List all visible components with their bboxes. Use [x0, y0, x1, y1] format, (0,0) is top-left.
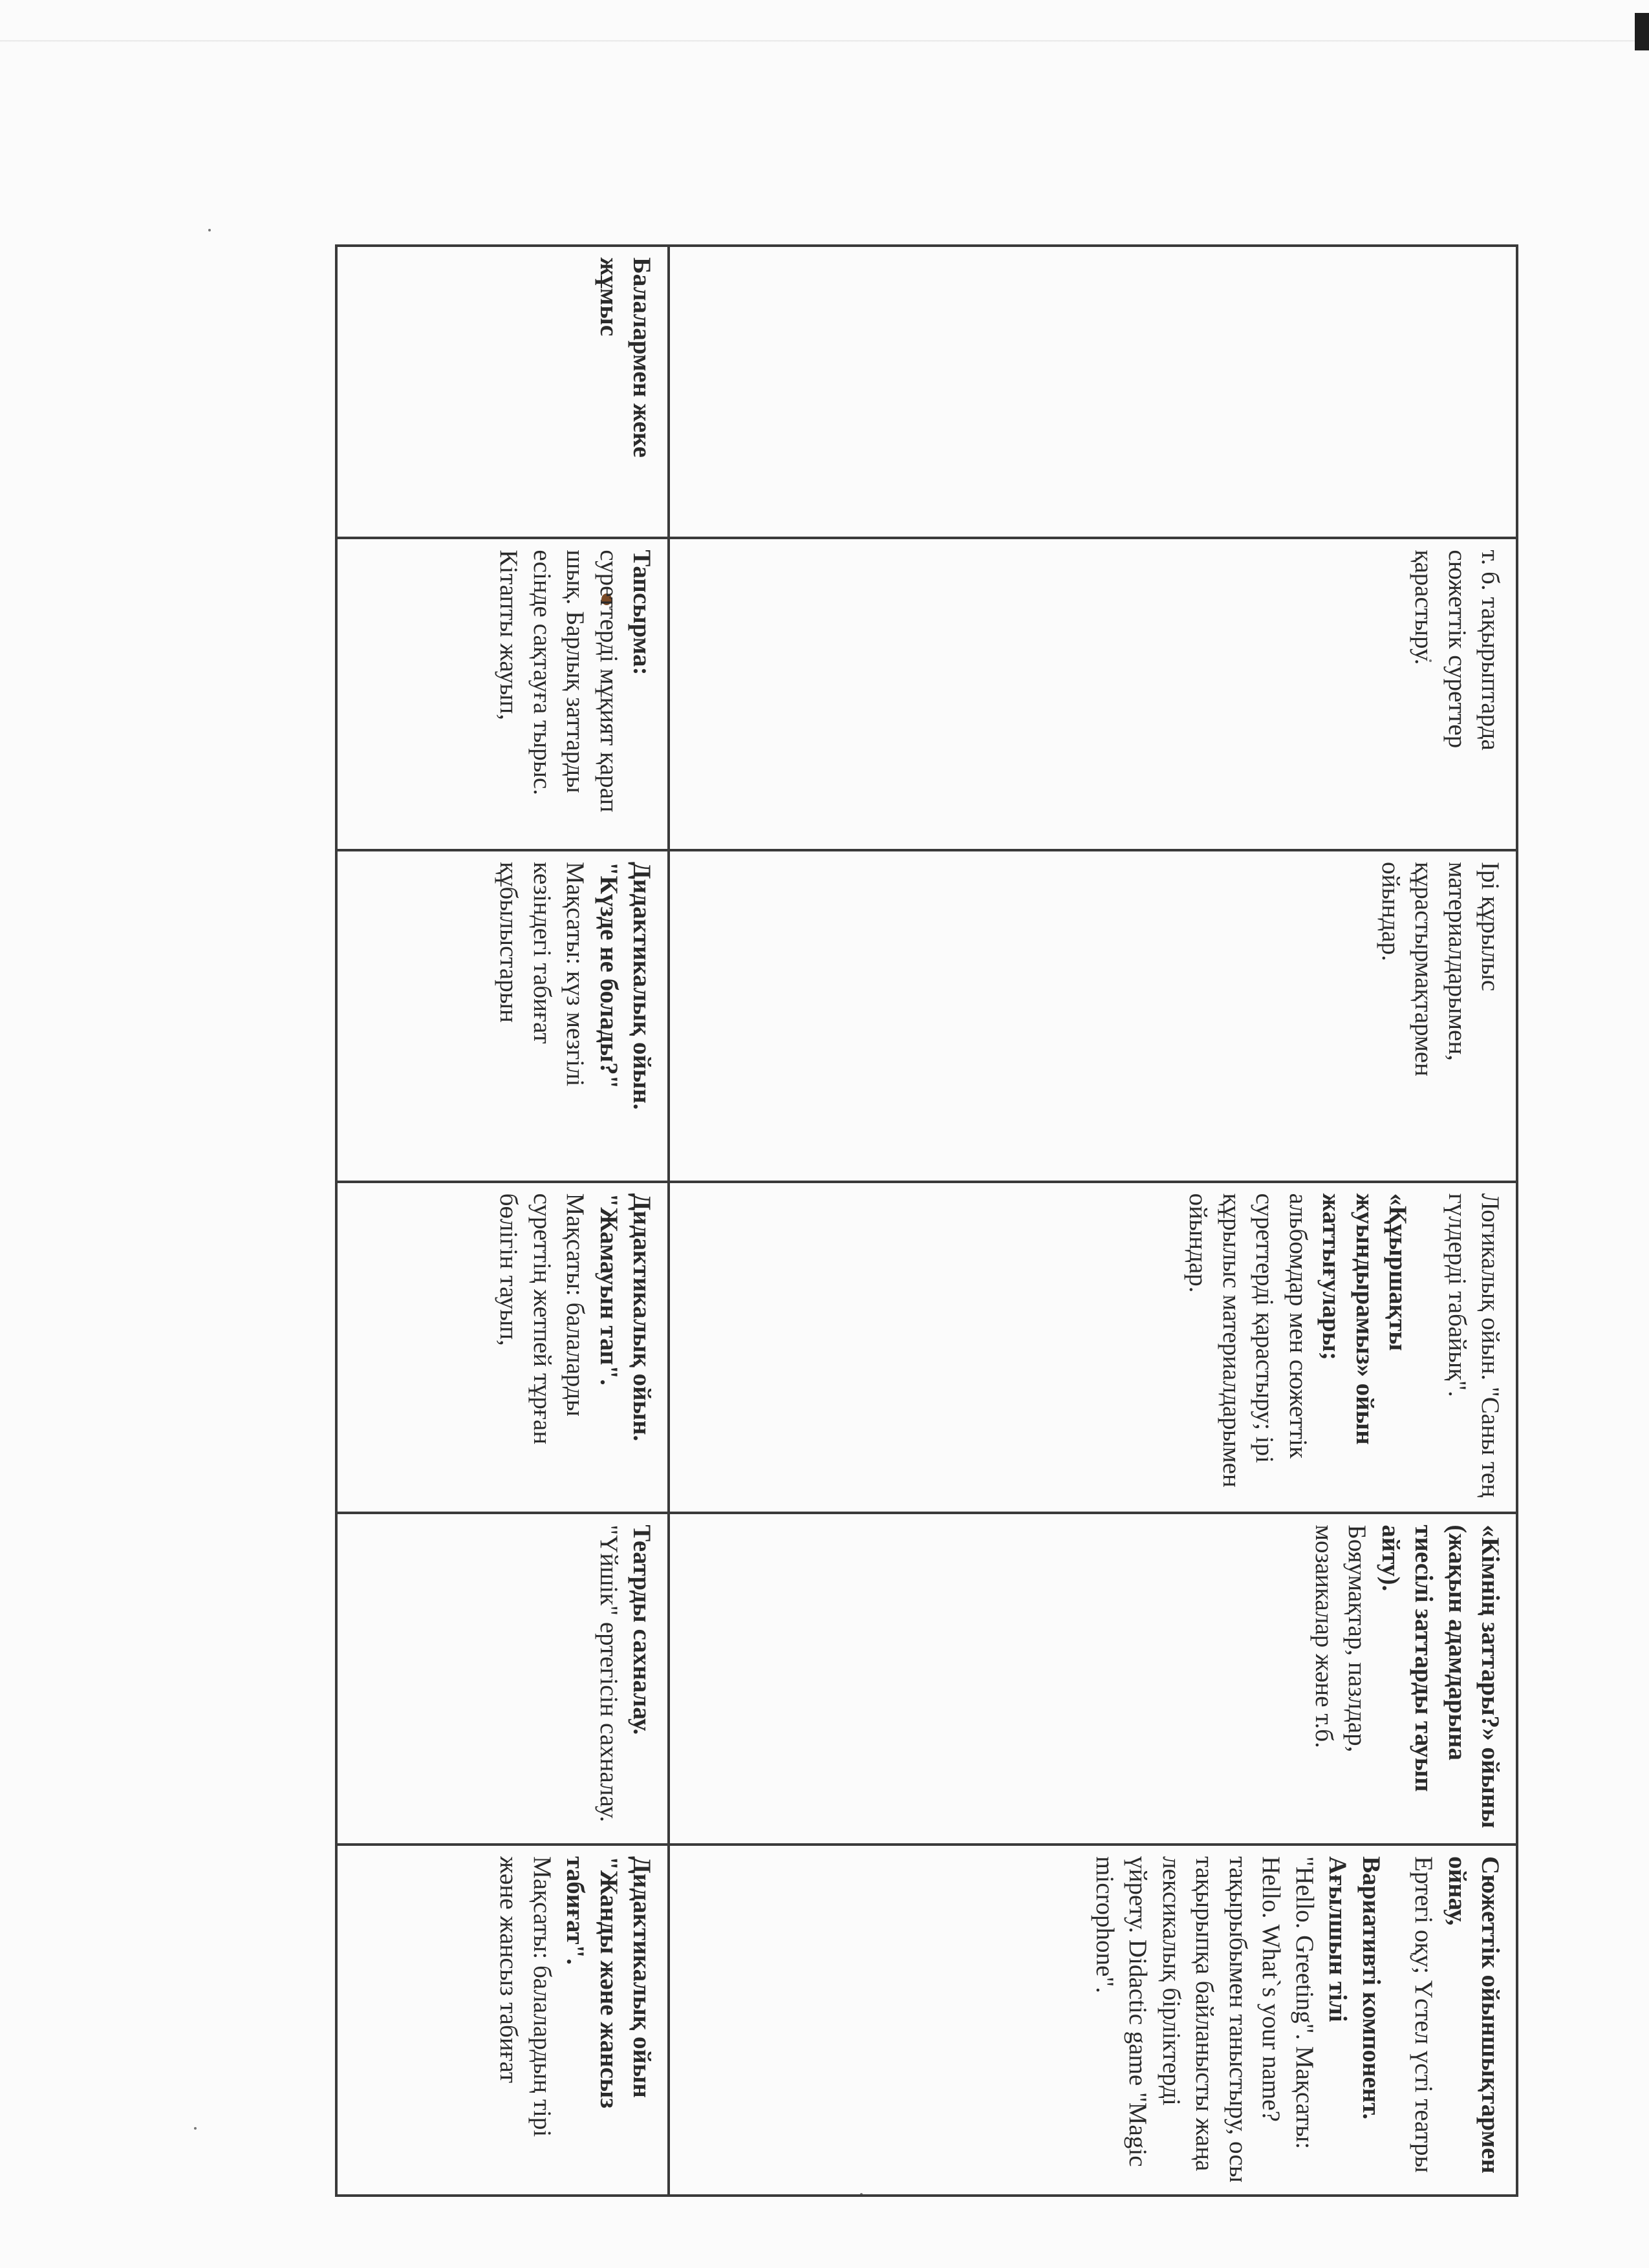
- cell-text: "Үйшік" ертегісін сахналау.: [594, 1524, 623, 1823]
- cell-text-bold: «Құыршақты жуындырамыз» ойын жаттығулары;: [1317, 1193, 1412, 1445]
- table-cell: [336, 538, 669, 850]
- cell-text: Бояумақтар, пазлдар, мозаикалар және т.б.: [1310, 1524, 1372, 1753]
- table-cell: [669, 1845, 1517, 2196]
- cell-text: Ертегі оқу; Үстел үсті театры: [1410, 1856, 1438, 2173]
- table-cell: [336, 1845, 669, 2196]
- table-row: [669, 246, 1517, 2196]
- cell-text-bold: Сюжеттік ойыншықтармен ойнау,: [1443, 1856, 1504, 2174]
- cell-text: "Hello. Greeting". Мақсаты: Hello. What`s your name? тақырыбымен таныстыру, осы тақырыпқа байланысты жаңа лексикалық бірліктерді үйрету. Didactic game "Magic microphone".: [1090, 1856, 1319, 2183]
- table-row: [336, 246, 669, 2196]
- cell-text-bold: Театрды сахналау.: [628, 1524, 656, 1735]
- cell-text-bold: «Кімнің заттары?» ойыны (жақын адамдарына тиесілі заттарды тауып айту).: [1376, 1524, 1504, 1828]
- table-cell: [336, 850, 669, 1182]
- table-cell: [669, 850, 1517, 1182]
- scan-speck: [208, 229, 211, 231]
- scan-corner-mark: [1635, 13, 1649, 50]
- cell-text-bold: Вариативті компонент. Ағылшын тілі: [1324, 1856, 1385, 2120]
- table-cell: [669, 1513, 1517, 1845]
- cell-text: Мақсаты: балалардың тірі және жансыз табиғат: [495, 1856, 556, 2137]
- cell-text: Ірі құрылыс материалдарымен, құрастырмақтармен ойындар.: [1376, 861, 1504, 1076]
- page-top-edge: [0, 40, 1649, 42]
- table-cell: [669, 1182, 1517, 1514]
- table-cell: [336, 1182, 669, 1514]
- row-label: Балалармен жеке жұмыс: [594, 257, 656, 458]
- cell-text-bold: Дидактикалық ойын "Жанды және жансыз табиғат".: [561, 1856, 656, 2109]
- scan-speck: [194, 2127, 197, 2130]
- row-label-cell: [669, 246, 1517, 538]
- cell-text-bold: Дидактикалық ойын. "Күзде не болады?": [594, 861, 656, 1110]
- row-label-cell: [336, 246, 669, 538]
- cell-text: суреттерді мұқият қарап шық. Барлық заттарды есінде сақтауға тырыс. Кітапты жауып,: [495, 550, 623, 813]
- rotated-table-container: [335, 244, 1518, 2197]
- schedule-table: [335, 244, 1518, 2197]
- cell-text: альбомдар мен сюжеттік суреттерді қарастыру; ірі құрылыс материалдарымен ойындар.: [1184, 1193, 1312, 1488]
- table-cell: [669, 538, 1517, 850]
- cell-text: Мақсаты: балаларды суреттің жетпей тұрған бөлігін тауып,: [495, 1193, 590, 1445]
- cell-text: Мақсаты: күз мезгілі кезіндегі табиғат құбылыстарын: [495, 861, 590, 1087]
- cell-text: т. б. тақырыптарда сюжеттік суреттер қарастыру.: [1410, 550, 1504, 751]
- cell-text: Логикалық ойын. "Саны тең гүлдерді табайық".: [1443, 1193, 1504, 1498]
- table-cell: [336, 1513, 669, 1845]
- cell-text-bold: Тапсырма:: [628, 550, 656, 676]
- cell-text-bold: Дидактикалық ойын. "Жамауын тап".: [594, 1193, 656, 1442]
